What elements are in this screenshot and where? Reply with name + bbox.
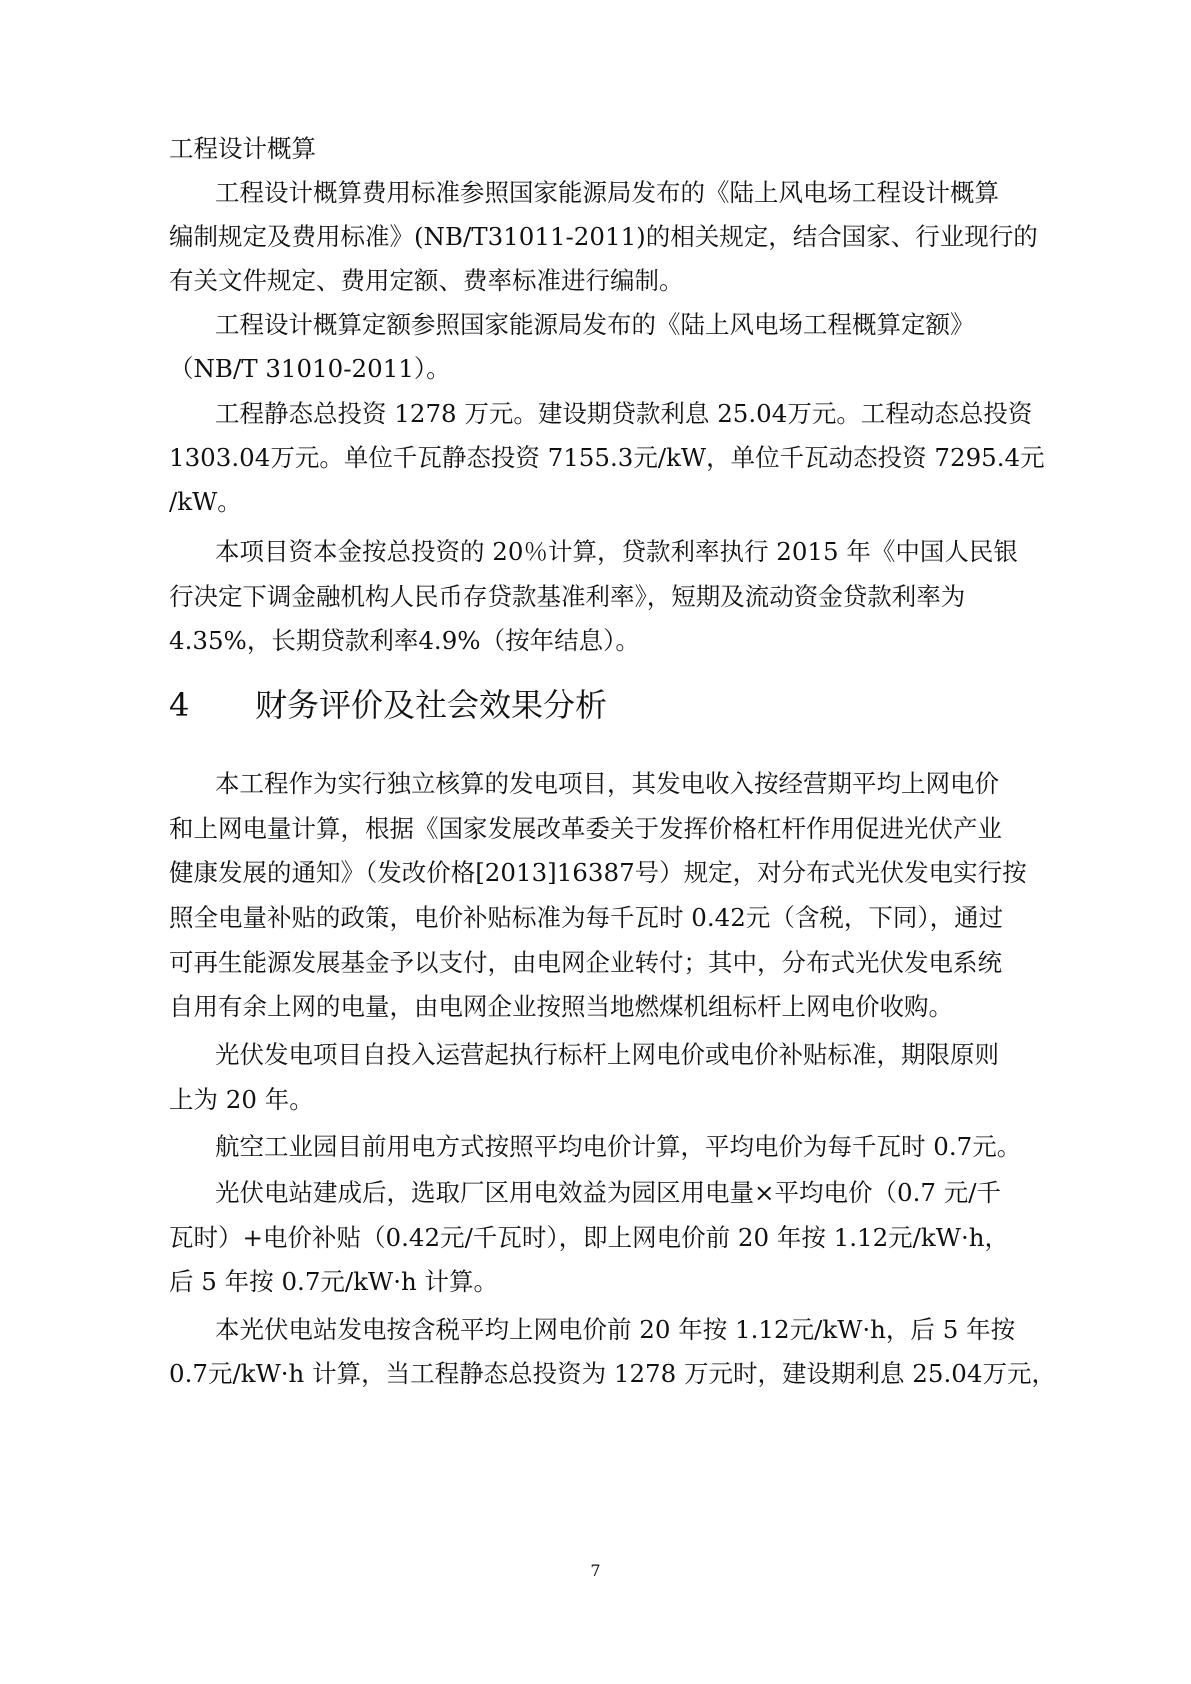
section-title: 工程设计概算 <box>169 134 316 163</box>
text-line: 本工程作为实行独立核算的发电项目，其发电收入按经营期平均上网电价 <box>215 769 999 798</box>
text-line: 上为 20 年。 <box>169 1085 314 1114</box>
text-line: 4.35%，长期贷款利率4.9%（按年结息）。 <box>169 626 640 655</box>
text-line: 可再生能源发展基金予以支付，由电网企业转付；其中，分布式光伏发电系统 <box>169 948 1002 977</box>
text-line: 工程静态总投资 1278 万元。建设期贷款利息 25.04万元。工程动态总投资 <box>215 399 1033 428</box>
chapter-title: 财务评价及社会效果分析 <box>255 686 608 724</box>
text-line: 0.7元/kW·h 计算，当工程静态总投资为 1278 万元时，建设期利息 25.04万元， <box>169 1359 1056 1388</box>
text-line: 和上网电量计算，根据《国家发展改革委关于发挥价格杠杆作用促进光伏产业 <box>169 814 1002 843</box>
text-line: 健康发展的通知》（发改价格[2013]16387号）规定，对分布式光伏发电实行按 <box>169 858 1027 887</box>
text-line: 照全电量补贴的政策，电价补贴标准为每千瓦时 0.42元（含税，下同），通过 <box>169 903 1004 932</box>
text-line: 工程设计概算费用标准参照国家能源局发布的《陆上风电场工程设计概算 <box>215 178 999 207</box>
text-line: 本项目资本金按总投资的 20％计算，贷款利率执行 2015 年《中国人民银 <box>215 537 1018 566</box>
text-line: 编制规定及费用标准》(NB/T31011-2011)的相关规定，结合国家、行业现行的 <box>169 222 1038 251</box>
text-line: 瓦时）+电价补贴（0.42元/千瓦时），即上网电价前 20 年按 1.12元/kW·h， <box>169 1223 1010 1252</box>
chapter-number: 4 <box>169 686 190 724</box>
text-line: 后 5 年按 0.7元/kW·h 计算。 <box>169 1267 499 1296</box>
text-line: 1303.04万元。单位千瓦静态投资 7155.3元/kW，单位千瓦动态投资 7295.4元 <box>169 443 1045 472</box>
text-line: （NB/T 31010-2011）。 <box>169 354 451 383</box>
text-line: 航空工业园目前用电方式按照平均电价计算，平均电价为每千瓦时 0.7元。 <box>215 1132 1022 1161</box>
text-line: 本光伏电站发电按含税平均上网电价前 20 年按 1.12元/kW·h，后 5 年按 <box>215 1315 1016 1344</box>
text-line: 光伏电站建成后，选取厂区用电效益为园区用电量×平均电价（0.7 元/千 <box>215 1178 1002 1207</box>
text-line: /kW。 <box>169 487 242 516</box>
page-number: 7 <box>590 1561 601 1580</box>
text-line: 自用有余上网的电量，由电网企业按照当地燃煤机组标杆上网电价收购。 <box>169 992 953 1021</box>
text-line: 行决定下调金融机构人民币存贷款基准利率》，短期及流动资金贷款利率为 <box>169 582 966 611</box>
text-line: 有关文件规定、费用定额、费率标准进行编制。 <box>169 266 684 295</box>
text-line: 光伏发电项目自投入运营起执行标杆上网电价或电价补贴标准，期限原则 <box>215 1040 999 1069</box>
text-line: 工程设计概算定额参照国家能源局发布的《陆上风电场工程概算定额》 <box>215 310 975 339</box>
